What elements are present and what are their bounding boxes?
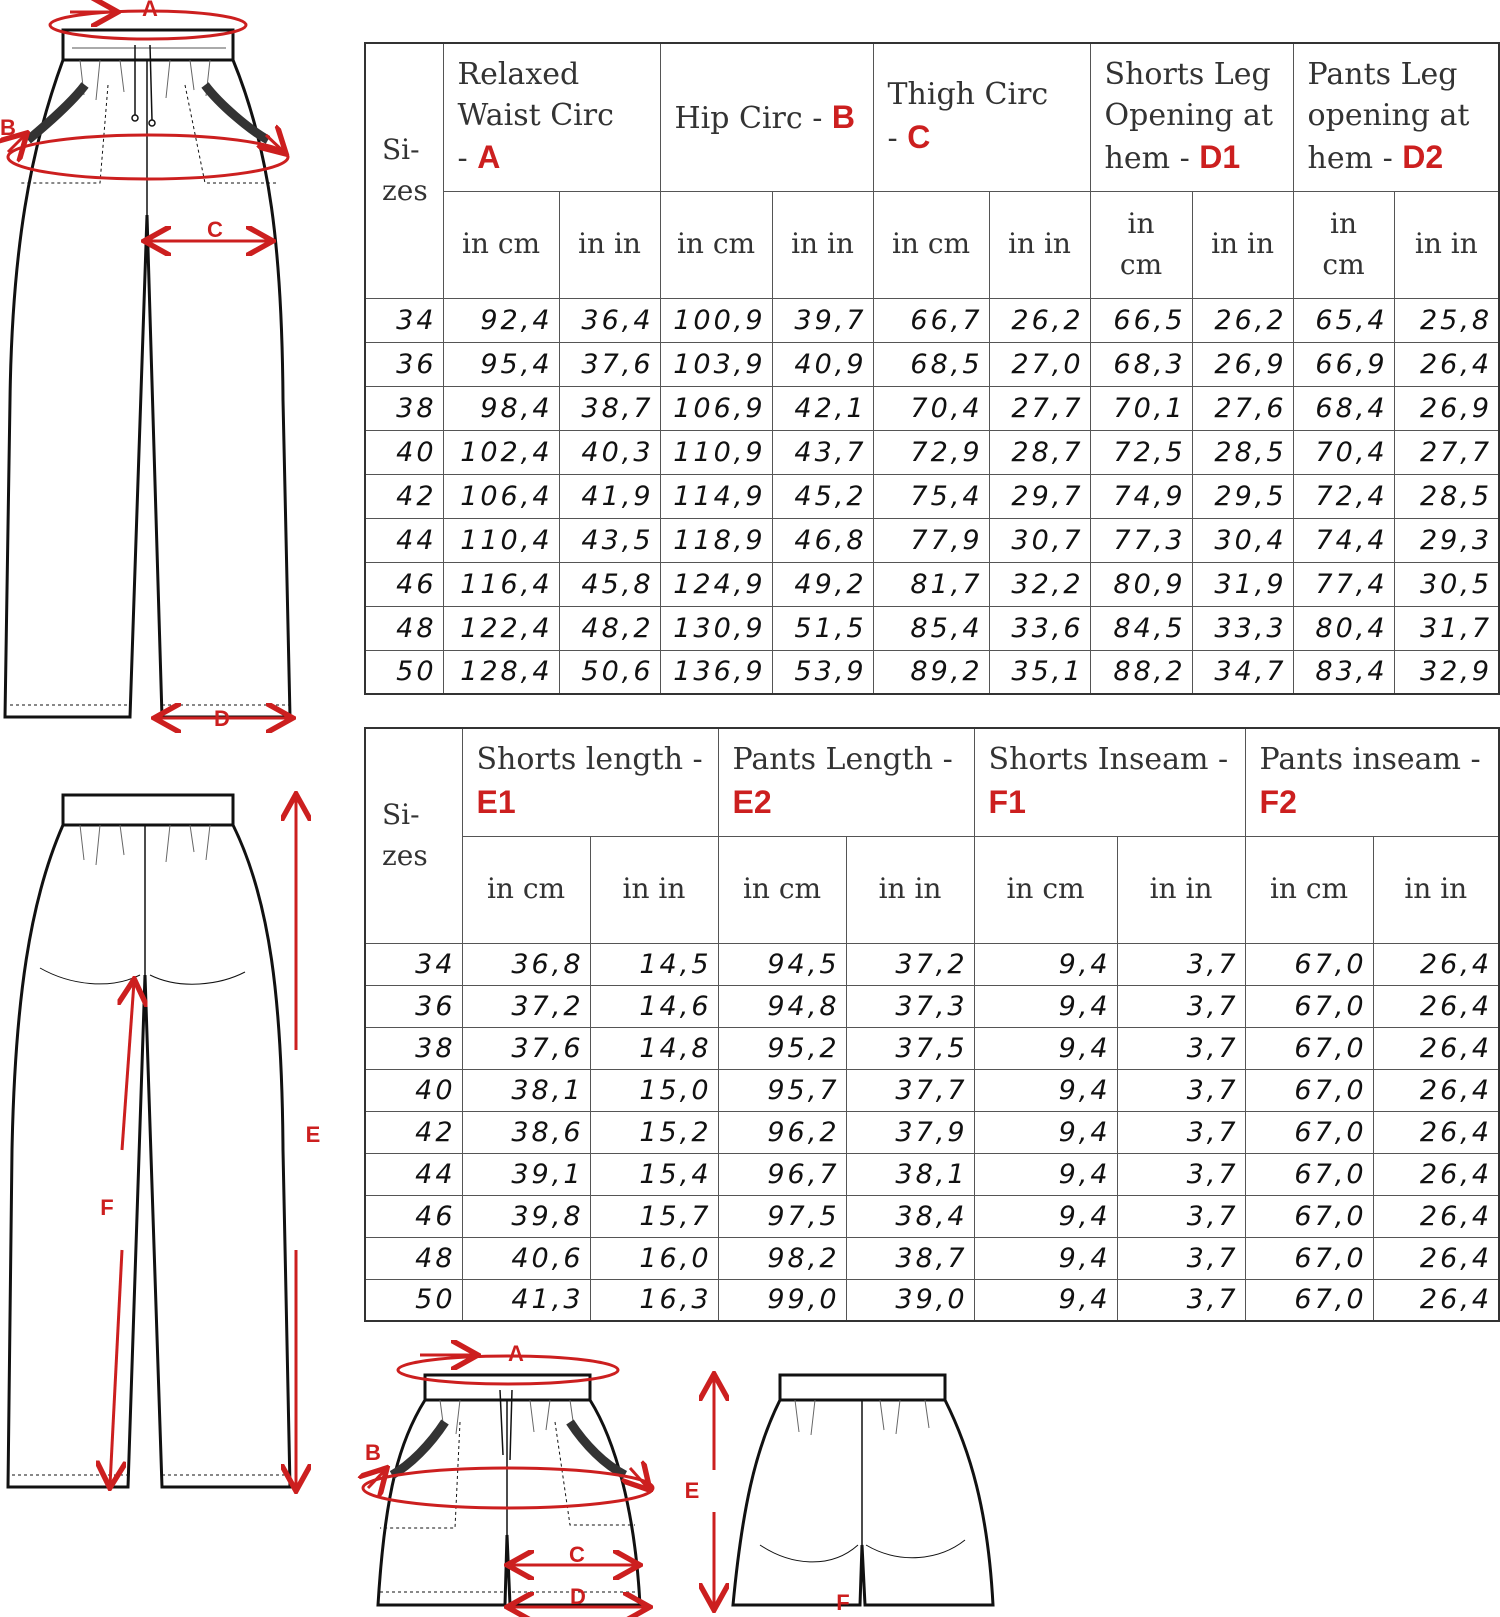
label-d-shorts: D <box>570 1584 586 1609</box>
unit-header: in in <box>846 836 974 943</box>
table-row <box>365 342 1499 386</box>
label-f-shorts: F <box>836 1590 850 1615</box>
value-cell: 67,0 <box>1245 1279 1373 1321</box>
value-cell: 67,0 <box>1245 1153 1373 1195</box>
unit-header-line1: in <box>1127 206 1155 240</box>
value-cell: 118,9 <box>660 518 772 562</box>
table-row <box>365 1111 1499 1153</box>
size-cell: 50 <box>365 650 443 694</box>
unit-header: in cm <box>873 191 989 298</box>
value-cell: 40,3 <box>559 430 660 474</box>
value-cell: 26,9 <box>1192 342 1293 386</box>
value-cell: 75,4 <box>873 474 989 518</box>
value-cell: 9,4 <box>974 1069 1117 1111</box>
sizes-header-line2: zes <box>382 173 428 207</box>
value-cell: 26,9 <box>1394 386 1499 430</box>
value-cell: 15,7 <box>590 1195 718 1237</box>
value-cell: 114,9 <box>660 474 772 518</box>
unit-header: in cm <box>660 191 772 298</box>
unit-header <box>1293 191 1394 298</box>
value-cell: 27,6 <box>1192 386 1293 430</box>
col-header-pants-leg-opening <box>1293 43 1499 191</box>
value-cell: 26,4 <box>1373 1195 1499 1237</box>
value-cell: 124,9 <box>660 562 772 606</box>
col-header-text: Pants inseam - <box>1259 742 1481 778</box>
value-cell: 3,7 <box>1117 1195 1245 1237</box>
size-cell: 38 <box>365 386 443 430</box>
sizes-header <box>365 43 443 298</box>
value-cell: 26,4 <box>1394 342 1499 386</box>
value-cell: 72,9 <box>873 430 989 474</box>
col-header-pants-length <box>718 728 974 836</box>
label-a: A <box>142 0 158 21</box>
value-cell: 89,2 <box>873 650 989 694</box>
value-cell: 46,8 <box>772 518 873 562</box>
unit-header: in cm <box>718 836 846 943</box>
col-header-text: Pants Leg <box>1307 57 1458 92</box>
size-cell: 44 <box>365 518 443 562</box>
col-header-text: Shorts Inseam - <box>988 742 1229 778</box>
value-cell: 53,9 <box>772 650 873 694</box>
col-header-text: Thigh Circ <box>887 77 1049 113</box>
label-e-shorts: E <box>684 1478 700 1503</box>
table-row <box>365 386 1499 430</box>
value-cell: 14,8 <box>590 1027 718 1069</box>
unit-header-line1: in <box>1330 206 1358 240</box>
value-cell: 29,7 <box>989 474 1090 518</box>
value-cell: 96,2 <box>718 1111 846 1153</box>
table-row <box>365 1195 1499 1237</box>
unit-header: in cm <box>443 191 559 298</box>
table-row <box>365 985 1499 1027</box>
value-cell: 9,4 <box>974 1153 1117 1195</box>
value-cell: 28,7 <box>989 430 1090 474</box>
col-header-text: hem - <box>1307 141 1403 176</box>
unit-header <box>1090 191 1192 298</box>
value-cell: 38,7 <box>846 1237 974 1279</box>
value-cell: 27,7 <box>989 386 1090 430</box>
label-b-shorts: B <box>365 1440 381 1465</box>
value-cell: 16,3 <box>590 1279 718 1321</box>
value-cell: 41,9 <box>559 474 660 518</box>
size-cell: 50 <box>365 1279 462 1321</box>
value-cell: 26,4 <box>1373 1069 1499 1111</box>
label-f-pants: F <box>100 1195 114 1220</box>
value-cell: 72,5 <box>1090 430 1192 474</box>
value-cell: 102,4 <box>443 430 559 474</box>
table-row <box>365 1069 1499 1111</box>
value-cell: 35,1 <box>989 650 1090 694</box>
value-cell: 98,4 <box>443 386 559 430</box>
value-cell: 97,5 <box>718 1195 846 1237</box>
value-cell: 29,5 <box>1192 474 1293 518</box>
size-cell: 42 <box>365 1111 462 1153</box>
value-cell: 15,0 <box>590 1069 718 1111</box>
value-cell: 33,3 <box>1192 606 1293 650</box>
value-cell: 67,0 <box>1245 985 1373 1027</box>
value-cell: 95,7 <box>718 1069 846 1111</box>
unit-header: in in <box>590 836 718 943</box>
value-cell: 67,0 <box>1245 1237 1373 1279</box>
measure-code: E1 <box>476 783 516 820</box>
value-cell: 26,4 <box>1373 1111 1499 1153</box>
value-cell: 37,7 <box>846 1069 974 1111</box>
table-row <box>365 1153 1499 1195</box>
sizes-header <box>365 728 462 943</box>
col-header-text: Shorts Leg <box>1104 57 1271 92</box>
value-cell: 72,4 <box>1293 474 1394 518</box>
measure-code: D2 <box>1402 139 1444 175</box>
col-header-text: opening at <box>1307 97 1470 133</box>
value-cell: 39,7 <box>772 298 873 342</box>
measure-code: C <box>907 118 931 155</box>
value-cell: 99,0 <box>718 1279 846 1321</box>
col-header-text: Hip Circ - <box>674 100 832 136</box>
col-header-text: Opening at <box>1104 97 1274 133</box>
value-cell: 84,5 <box>1090 606 1192 650</box>
table-row <box>365 474 1499 518</box>
value-cell: 67,0 <box>1245 1027 1373 1069</box>
value-cell: 96,7 <box>718 1153 846 1195</box>
value-cell: 130,9 <box>660 606 772 650</box>
measure-code: F2 <box>1259 783 1297 820</box>
value-cell: 41,3 <box>462 1279 590 1321</box>
unit-header: in in <box>772 191 873 298</box>
value-cell: 15,2 <box>590 1111 718 1153</box>
value-cell: 74,4 <box>1293 518 1394 562</box>
value-cell: 67,0 <box>1245 1195 1373 1237</box>
col-header-hip <box>660 43 873 191</box>
sizes-header-line2: zes <box>382 838 428 872</box>
unit-header-line2: cm <box>1322 247 1365 281</box>
value-cell: 26,4 <box>1373 943 1499 985</box>
shorts-front-drawing <box>378 1375 640 1605</box>
size-cell: 42 <box>365 474 443 518</box>
value-cell: 110,9 <box>660 430 772 474</box>
shorts-back-drawing <box>733 1375 993 1605</box>
value-cell: 68,3 <box>1090 342 1192 386</box>
value-cell: 37,2 <box>846 943 974 985</box>
value-cell: 70,4 <box>873 386 989 430</box>
table-row <box>365 650 1499 694</box>
value-cell: 85,4 <box>873 606 989 650</box>
value-cell: 48,2 <box>559 606 660 650</box>
value-cell: 14,6 <box>590 985 718 1027</box>
value-cell: 45,2 <box>772 474 873 518</box>
unit-header: in cm <box>462 836 590 943</box>
value-cell: 38,1 <box>846 1153 974 1195</box>
sizes-header-line1: Si- <box>382 798 420 832</box>
value-cell: 28,5 <box>1394 474 1499 518</box>
table-row <box>365 562 1499 606</box>
size-cell: 36 <box>365 342 443 386</box>
value-cell: 83,4 <box>1293 650 1394 694</box>
value-cell: 40,9 <box>772 342 873 386</box>
value-cell: 15,4 <box>590 1153 718 1195</box>
value-cell: 9,4 <box>974 1027 1117 1069</box>
value-cell: 38,6 <box>462 1111 590 1153</box>
value-cell: 36,8 <box>462 943 590 985</box>
value-cell: 45,8 <box>559 562 660 606</box>
value-cell: 81,7 <box>873 562 989 606</box>
value-cell: 42,1 <box>772 386 873 430</box>
label-c: C <box>207 217 223 242</box>
unit-header: in cm <box>974 836 1117 943</box>
value-cell: 38,1 <box>462 1069 590 1111</box>
label-a-shorts: A <box>508 1341 524 1366</box>
size-cell: 34 <box>365 298 443 342</box>
value-cell: 77,9 <box>873 518 989 562</box>
col-header-thigh <box>873 43 1090 191</box>
value-cell: 128,4 <box>443 650 559 694</box>
unit-header: in in <box>1373 836 1499 943</box>
value-cell: 70,1 <box>1090 386 1192 430</box>
value-cell: 100,9 <box>660 298 772 342</box>
size-cell: 34 <box>365 943 462 985</box>
value-cell: 26,2 <box>1192 298 1293 342</box>
value-cell: 32,9 <box>1394 650 1499 694</box>
value-cell: 37,6 <box>462 1027 590 1069</box>
size-cell: 48 <box>365 606 443 650</box>
value-cell: 14,5 <box>590 943 718 985</box>
col-header-text: - <box>887 120 908 156</box>
value-cell: 3,7 <box>1117 1111 1245 1153</box>
unit-header: in in <box>559 191 660 298</box>
col-header-shorts-length <box>462 728 718 836</box>
value-cell: 26,4 <box>1373 1153 1499 1195</box>
measure-code: B <box>831 98 856 135</box>
value-cell: 31,7 <box>1394 606 1499 650</box>
value-cell: 68,5 <box>873 342 989 386</box>
value-cell: 37,9 <box>846 1111 974 1153</box>
value-cell: 106,4 <box>443 474 559 518</box>
size-table-lengths <box>364 727 1500 1322</box>
value-cell: 37,2 <box>462 985 590 1027</box>
value-cell: 110,4 <box>443 518 559 562</box>
value-cell: 25,8 <box>1394 298 1499 342</box>
value-cell: 26,4 <box>1373 1279 1499 1321</box>
label-d: D <box>214 706 230 731</box>
unit-header: in in <box>1117 836 1245 943</box>
value-cell: 38,4 <box>846 1195 974 1237</box>
label-e-pants: E <box>305 1122 321 1147</box>
value-cell: 26,4 <box>1373 1027 1499 1069</box>
value-cell: 103,9 <box>660 342 772 386</box>
value-cell: 27,0 <box>989 342 1090 386</box>
value-cell: 34,7 <box>1192 650 1293 694</box>
value-cell: 28,5 <box>1192 430 1293 474</box>
col-header-shorts-leg-opening <box>1090 43 1293 191</box>
value-cell: 43,5 <box>559 518 660 562</box>
value-cell: 67,0 <box>1245 943 1373 985</box>
unit-header: in in <box>1394 191 1499 298</box>
value-cell: 43,7 <box>772 430 873 474</box>
value-cell: 80,9 <box>1090 562 1192 606</box>
col-header-text: Relaxed <box>457 57 580 92</box>
table-row <box>365 298 1499 342</box>
value-cell: 116,4 <box>443 562 559 606</box>
size-cell: 38 <box>365 1027 462 1069</box>
table-row <box>365 1237 1499 1279</box>
value-cell: 67,0 <box>1245 1069 1373 1111</box>
value-cell: 98,2 <box>718 1237 846 1279</box>
measure-code: E2 <box>732 783 772 820</box>
value-cell: 77,4 <box>1293 562 1394 606</box>
pants-back-measure-lines <box>110 797 296 1488</box>
value-cell: 94,8 <box>718 985 846 1027</box>
unit-header-line2: cm <box>1119 247 1163 281</box>
value-cell: 3,7 <box>1117 985 1245 1027</box>
value-cell: 68,4 <box>1293 386 1394 430</box>
value-cell: 95,2 <box>718 1027 846 1069</box>
value-cell: 3,7 <box>1117 1153 1245 1195</box>
col-header-text: - <box>457 141 478 176</box>
value-cell: 9,4 <box>974 943 1117 985</box>
size-cell: 48 <box>365 1237 462 1279</box>
label-b: B <box>0 115 16 140</box>
value-cell: 92,4 <box>443 298 559 342</box>
value-cell: 37,6 <box>559 342 660 386</box>
table-row <box>365 606 1499 650</box>
value-cell: 77,3 <box>1090 518 1192 562</box>
unit-header: in in <box>1192 191 1293 298</box>
value-cell: 39,1 <box>462 1153 590 1195</box>
value-cell: 136,9 <box>660 650 772 694</box>
size-table-circumferences <box>364 42 1500 695</box>
value-cell: 3,7 <box>1117 1069 1245 1111</box>
value-cell: 3,7 <box>1117 1027 1245 1069</box>
value-cell: 70,4 <box>1293 430 1394 474</box>
value-cell: 26,4 <box>1373 1237 1499 1279</box>
table-row <box>365 518 1499 562</box>
value-cell: 33,6 <box>989 606 1090 650</box>
table-row <box>365 430 1499 474</box>
value-cell: 95,4 <box>443 342 559 386</box>
size-cell: 40 <box>365 1069 462 1111</box>
col-header-text: Pants Length - <box>732 742 953 778</box>
value-cell: 9,4 <box>974 1195 1117 1237</box>
value-cell: 88,2 <box>1090 650 1192 694</box>
value-cell: 26,2 <box>989 298 1090 342</box>
value-cell: 39,0 <box>846 1279 974 1321</box>
label-c-shorts: C <box>569 1542 585 1567</box>
table-row <box>365 1279 1499 1321</box>
col-header-text: hem - <box>1104 141 1200 176</box>
unit-header: in in <box>989 191 1090 298</box>
value-cell: 106,9 <box>660 386 772 430</box>
value-cell: 30,5 <box>1394 562 1499 606</box>
measure-code: D1 <box>1199 139 1241 175</box>
size-cell: 44 <box>365 1153 462 1195</box>
value-cell: 122,4 <box>443 606 559 650</box>
measure-code: F1 <box>988 783 1026 820</box>
value-cell: 9,4 <box>974 985 1117 1027</box>
value-cell: 37,5 <box>846 1027 974 1069</box>
value-cell: 3,7 <box>1117 1237 1245 1279</box>
value-cell: 49,2 <box>772 562 873 606</box>
size-cell: 46 <box>365 562 443 606</box>
value-cell: 9,4 <box>974 1111 1117 1153</box>
size-cell: 46 <box>365 1195 462 1237</box>
value-cell: 27,7 <box>1394 430 1499 474</box>
unit-header: in cm <box>1245 836 1373 943</box>
table-row <box>365 1027 1499 1069</box>
value-cell: 29,3 <box>1394 518 1499 562</box>
value-cell: 16,0 <box>590 1237 718 1279</box>
value-cell: 32,2 <box>989 562 1090 606</box>
value-cell: 74,9 <box>1090 474 1192 518</box>
value-cell: 36,4 <box>559 298 660 342</box>
value-cell: 94,5 <box>718 943 846 985</box>
value-cell: 38,7 <box>559 386 660 430</box>
value-cell: 66,9 <box>1293 342 1394 386</box>
value-cell: 50,6 <box>559 650 660 694</box>
value-cell: 80,4 <box>1293 606 1394 650</box>
value-cell: 65,4 <box>1293 298 1394 342</box>
pants-front-drawing <box>5 30 290 717</box>
col-header-waist <box>443 43 660 191</box>
value-cell: 3,7 <box>1117 943 1245 985</box>
size-cell: 36 <box>365 985 462 1027</box>
pants-back-drawing <box>8 795 290 1487</box>
value-cell: 51,5 <box>772 606 873 650</box>
value-cell: 9,4 <box>974 1237 1117 1279</box>
value-cell: 30,7 <box>989 518 1090 562</box>
value-cell: 9,4 <box>974 1279 1117 1321</box>
col-header-text: Waist Circ <box>457 97 614 133</box>
value-cell: 26,4 <box>1373 985 1499 1027</box>
value-cell: 40,6 <box>462 1237 590 1279</box>
value-cell: 67,0 <box>1245 1111 1373 1153</box>
col-header-pants-inseam <box>1245 728 1499 836</box>
col-header-text: Shorts length - <box>476 742 703 778</box>
size-cell: 40 <box>365 430 443 474</box>
value-cell: 3,7 <box>1117 1279 1245 1321</box>
value-cell: 66,5 <box>1090 298 1192 342</box>
sizes-header-line1: Si- <box>382 133 420 167</box>
col-header-shorts-inseam <box>974 728 1245 836</box>
table-row <box>365 943 1499 985</box>
value-cell: 39,8 <box>462 1195 590 1237</box>
measure-code: A <box>477 139 501 175</box>
value-cell: 66,7 <box>873 298 989 342</box>
value-cell: 37,3 <box>846 985 974 1027</box>
value-cell: 30,4 <box>1192 518 1293 562</box>
value-cell: 31,9 <box>1192 562 1293 606</box>
